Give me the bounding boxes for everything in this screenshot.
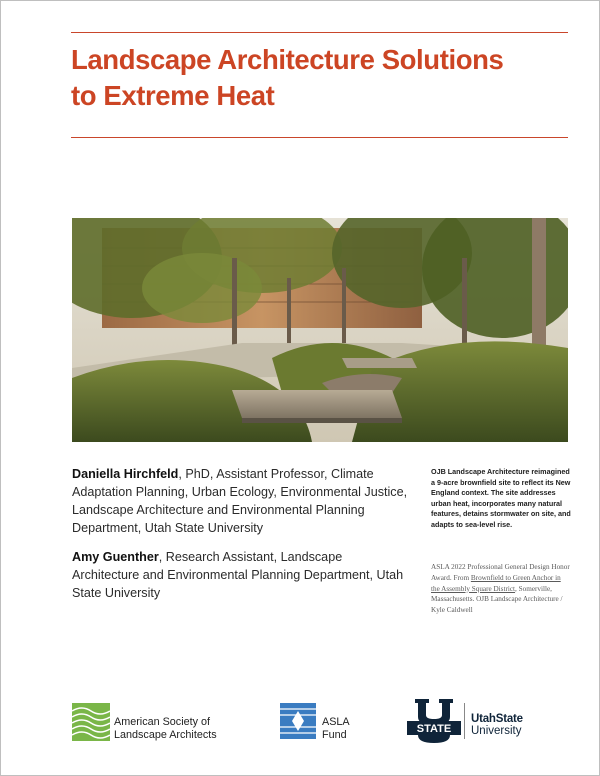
asla-emblem-icon [72, 703, 110, 741]
usu-block-u-icon [407, 699, 461, 743]
asla-line-1: American Society of [114, 716, 211, 728]
author-entry [72, 548, 412, 602]
fund-line-1: ASLA [322, 716, 350, 728]
award-suffix: , Somerville, Massachusetts. OJB Landscape Architecture / Kyle Caldwell [431, 584, 563, 615]
author-entry [72, 465, 412, 537]
author-details: , PhD, Assistant Professor, Climate Adaptation Planning, Urban Ecology, Environmental Justice, Landscape Architecture and Environmental Planning Department, Utah State University [72, 467, 408, 535]
asla-logo [72, 703, 262, 743]
author-name: Amy Guenther [72, 550, 159, 564]
page-title [71, 42, 571, 114]
author-list [72, 465, 412, 613]
asla-line-2: Landscape Architects [114, 729, 217, 741]
landscape-photo-illustration [72, 218, 568, 442]
award-prefix: ASLA 2022 Professional General Design Honor Award. From [431, 563, 570, 582]
title-line-1: Landscape Architecture Solutions [71, 44, 504, 75]
author-details: , Research Assistant, Landscape Architecture and Environmental Planning Department, Utah State University [72, 550, 404, 600]
utah-state-logo [407, 699, 567, 743]
top-rule [71, 32, 568, 33]
title-line-2: to Extreme Heat [71, 80, 275, 111]
usu-divider [464, 703, 465, 739]
landscape-photo [72, 218, 568, 442]
author-name: Daniella Hirchfeld [72, 467, 179, 481]
asla-fund-logo [280, 701, 400, 741]
usu-mark-text: STATE [416, 723, 452, 735]
photo-caption: OJB Landscape Architecture reimagined a 9-acre brownfield site to reflect its New England context. The site addresses urban heat, incorporates many natural features, detains stormwater on site, and adapts to sea-level rise. [431, 467, 571, 529]
asla-wordmark [114, 716, 217, 742]
award-credit [431, 562, 571, 616]
usu-line-2: University [471, 725, 522, 737]
award-project-link[interactable]: Brownfield to Green Anchor in the Assembly Square District [431, 573, 561, 593]
fund-line-2: Fund [322, 729, 347, 741]
bottom-rule [71, 137, 568, 138]
fund-wordmark [322, 716, 350, 742]
fund-emblem-icon [280, 703, 316, 739]
usu-line-1: UtahState [471, 713, 523, 725]
